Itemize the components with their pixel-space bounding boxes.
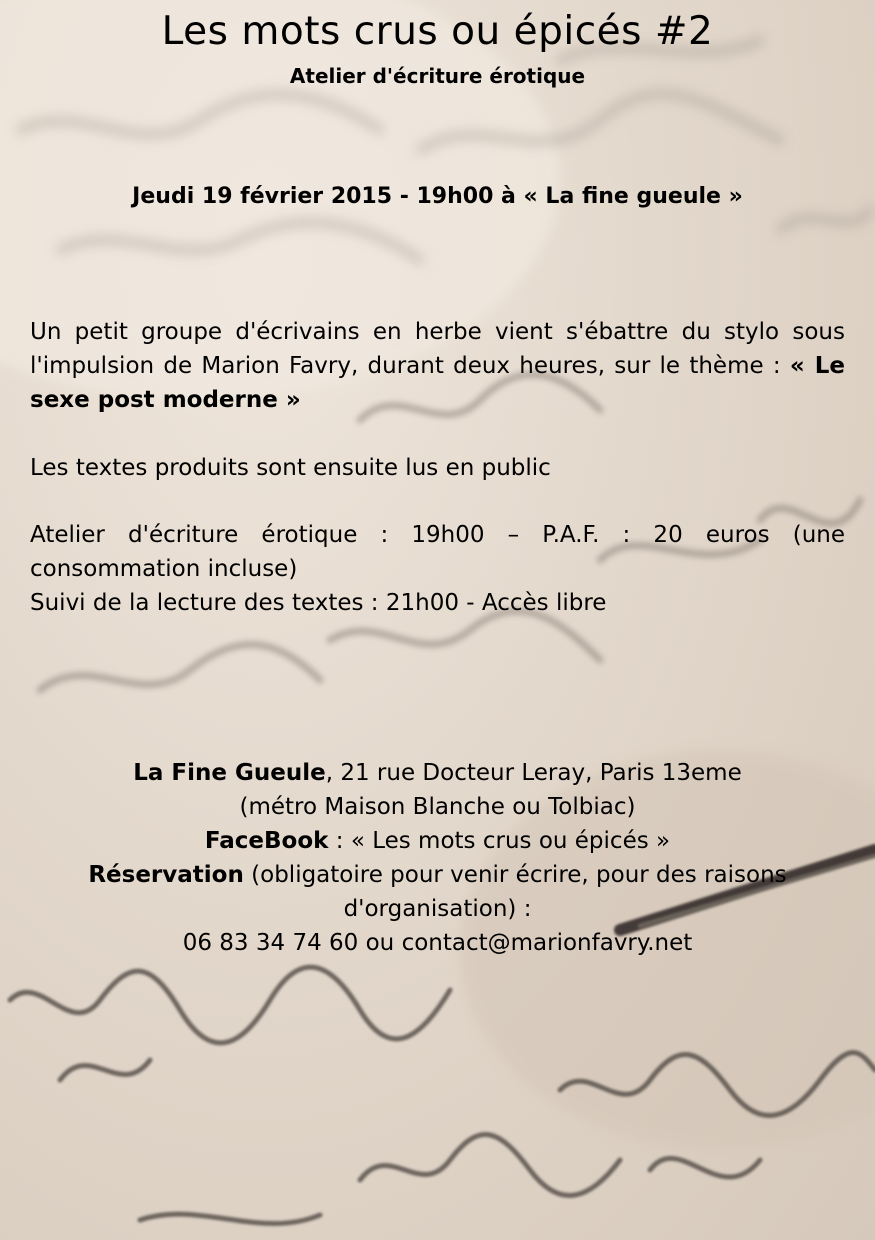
reservation-label: Réservation (88, 862, 244, 888)
public-reading-note: Les textes produits sont ensuite lus en public (30, 455, 551, 481)
reading-schedule: Suivi de la lecture des textes : 21h00 - Accès libre (30, 590, 607, 616)
facebook-page: : « Les mots crus ou épicés » (328, 828, 671, 854)
workshop-label: Atelier d'écriture érotique : 19h00 – (30, 522, 543, 548)
facebook-label: FaceBook (204, 828, 329, 854)
event-theme: « Le sexe post moderne » (30, 353, 845, 413)
venue-info (30, 756, 845, 960)
workshop-price: : 20 euros (une consommation incluse) (30, 522, 845, 582)
event-subtitle: Atelier d'écriture érotique (289, 64, 586, 88)
facebook-line (30, 824, 845, 858)
venue-line (30, 756, 845, 790)
workshop-schedule (30, 518, 845, 586)
event-description (30, 315, 845, 417)
reservation-note: (obligatoire pour venir écrire, pour des raisons d'organisation) : (243, 862, 787, 922)
contact-line: 06 83 34 74 60 ou contact@marionfavry.net (182, 930, 693, 956)
intro-text: Un petit groupe d'écrivains en herbe vient s'ébattre du stylo sous l'impulsion de Marion Favry, durant deux heures, sur le thème : (30, 319, 845, 379)
metro-line: (métro Maison Blanche ou Tolbiac) (239, 794, 636, 820)
reservation-line (30, 858, 845, 926)
paf-label: P.A.F. (542, 522, 600, 548)
venue-name: La Fine Gueule (133, 760, 326, 786)
venue-address: , 21 rue Docteur Leray, Paris 13eme (325, 760, 742, 786)
event-title: Les mots crus ou épicés #2 (161, 9, 714, 54)
event-date: Jeudi 19 février 2015 - 19h00 à « La fine gueule » (132, 184, 743, 209)
